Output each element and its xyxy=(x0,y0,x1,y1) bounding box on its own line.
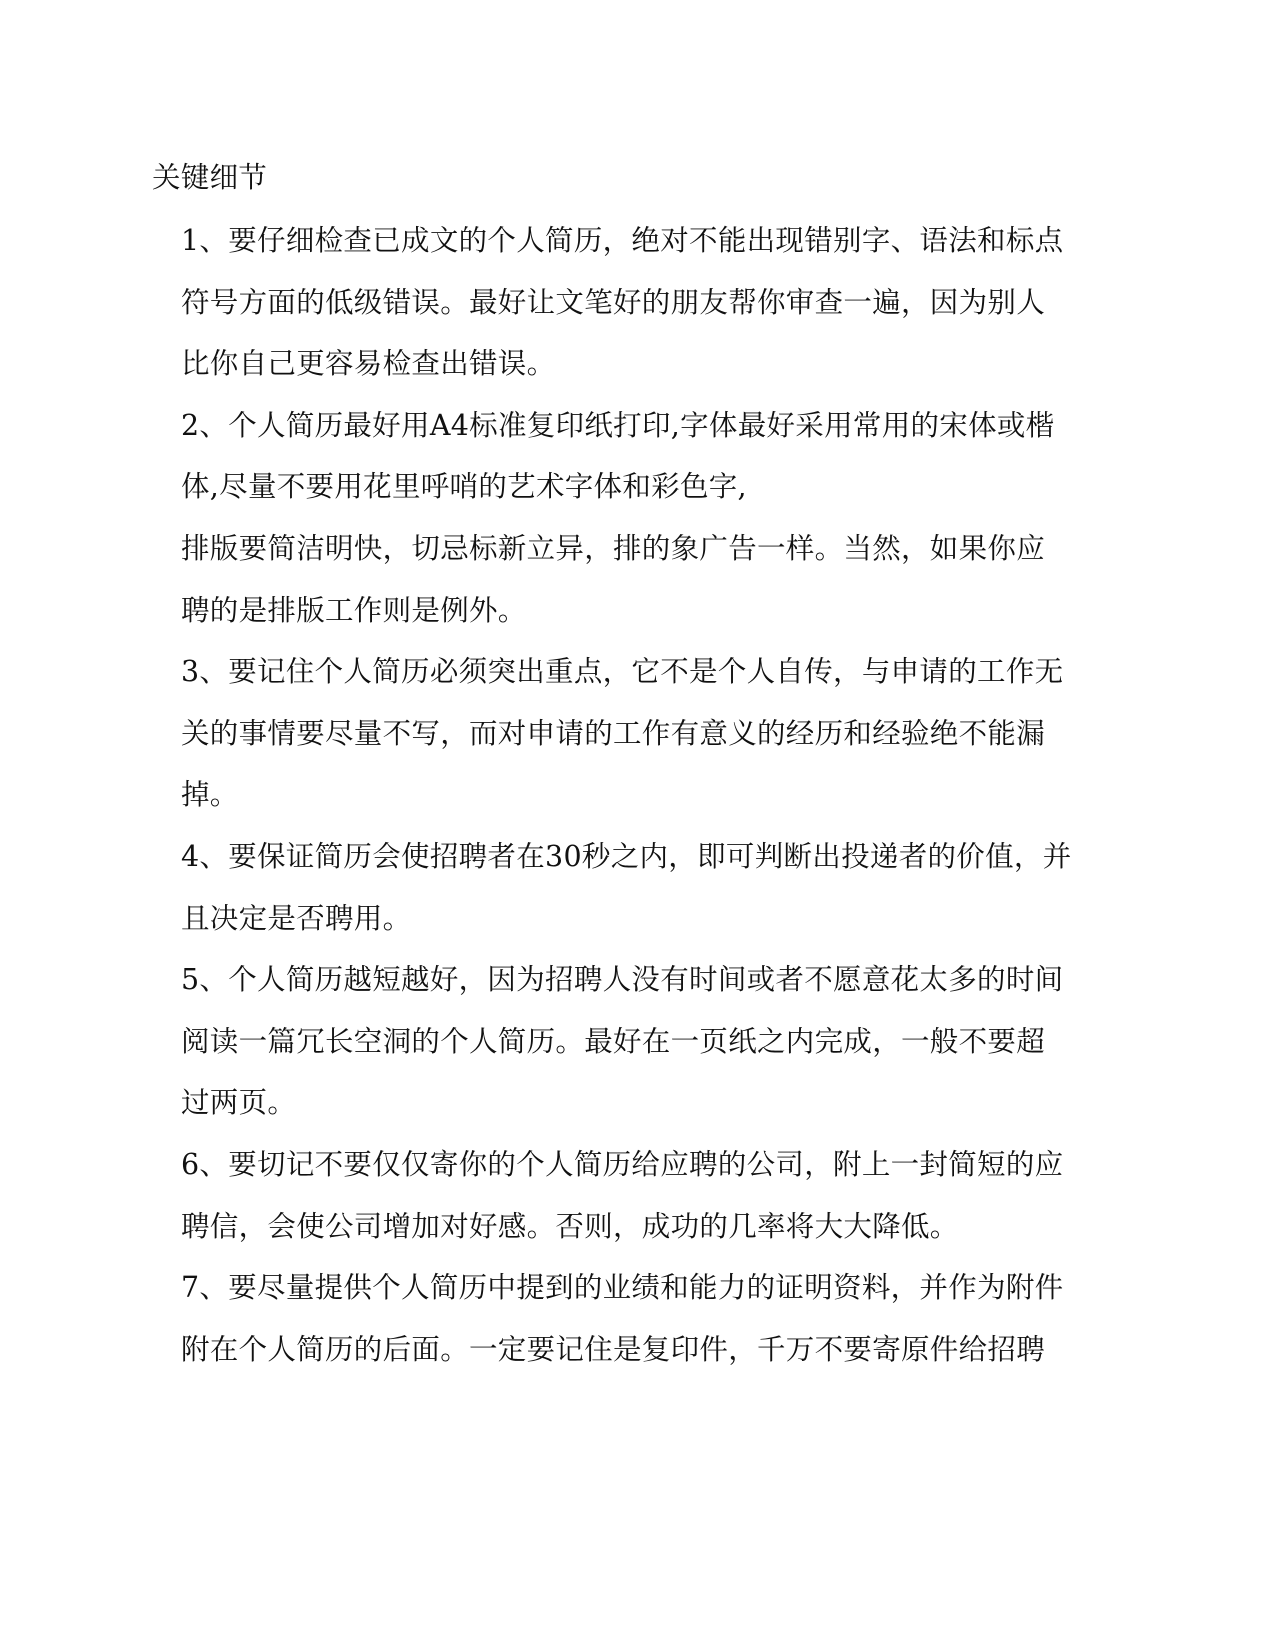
document-heading: 关键细节 xyxy=(152,161,268,194)
text-line: 聘信，会使公司增加对好感。否则，成功的几率将大大降低。 xyxy=(181,1210,959,1243)
text-line: 掉。 xyxy=(181,778,239,811)
text-line: 3、要记住个人简历必须突出重点，它不是个人自传，与申请的工作无 xyxy=(181,655,1064,688)
text-line: 比你自己更容易检查出错误。 xyxy=(181,347,556,380)
text-line: 附在个人简历的后面。一定要记住是复印件，千万不要寄原件给招聘 xyxy=(181,1333,1046,1366)
text-line: 2、个人简历最好用A4标准复印纸打印,字体最好采用常用的宋体或楷 xyxy=(181,409,1055,442)
text-line: 且决定是否聘用。 xyxy=(181,902,412,935)
text-line: 5、个人简历越短越好，因为招聘人没有时间或者不愿意花太多的时间 xyxy=(181,963,1064,996)
text-line: 7、要尽量提供个人简历中提到的业绩和能力的证明资料，并作为附件 xyxy=(181,1271,1064,1304)
text-line: 4、要保证简历会使招聘者在30秒之内，即可判断出投递者的价值，并 xyxy=(181,840,1072,873)
text-line: 阅读一篇冗长空洞的个人简历。最好在一页纸之内完成，一般不要超 xyxy=(181,1025,1046,1058)
text-line: 关的事情要尽量不写，而对申请的工作有意义的经历和经验绝不能漏 xyxy=(181,717,1046,750)
text-line: 过两页。 xyxy=(181,1086,297,1119)
text-line: 排版要简洁明快，切忌标新立异，排的象广告一样。当然，如果你应 xyxy=(181,532,1046,565)
text-line: 6、要切记不要仅仅寄你的个人简历给应聘的公司，附上一封简短的应 xyxy=(181,1148,1064,1181)
text-line: 体,尽量不要用花里呼哨的艺术字体和彩色字, xyxy=(181,470,747,503)
text-line: 聘的是排版工作则是例外。 xyxy=(181,594,527,627)
text-line: 符号方面的低级错误。最好让文笔好的朋友帮你审查一遍，因为别人 xyxy=(181,286,1046,319)
text-line: 1、要仔细检查已成文的个人简历，绝对不能出现错别字、语法和标点 xyxy=(181,224,1064,257)
